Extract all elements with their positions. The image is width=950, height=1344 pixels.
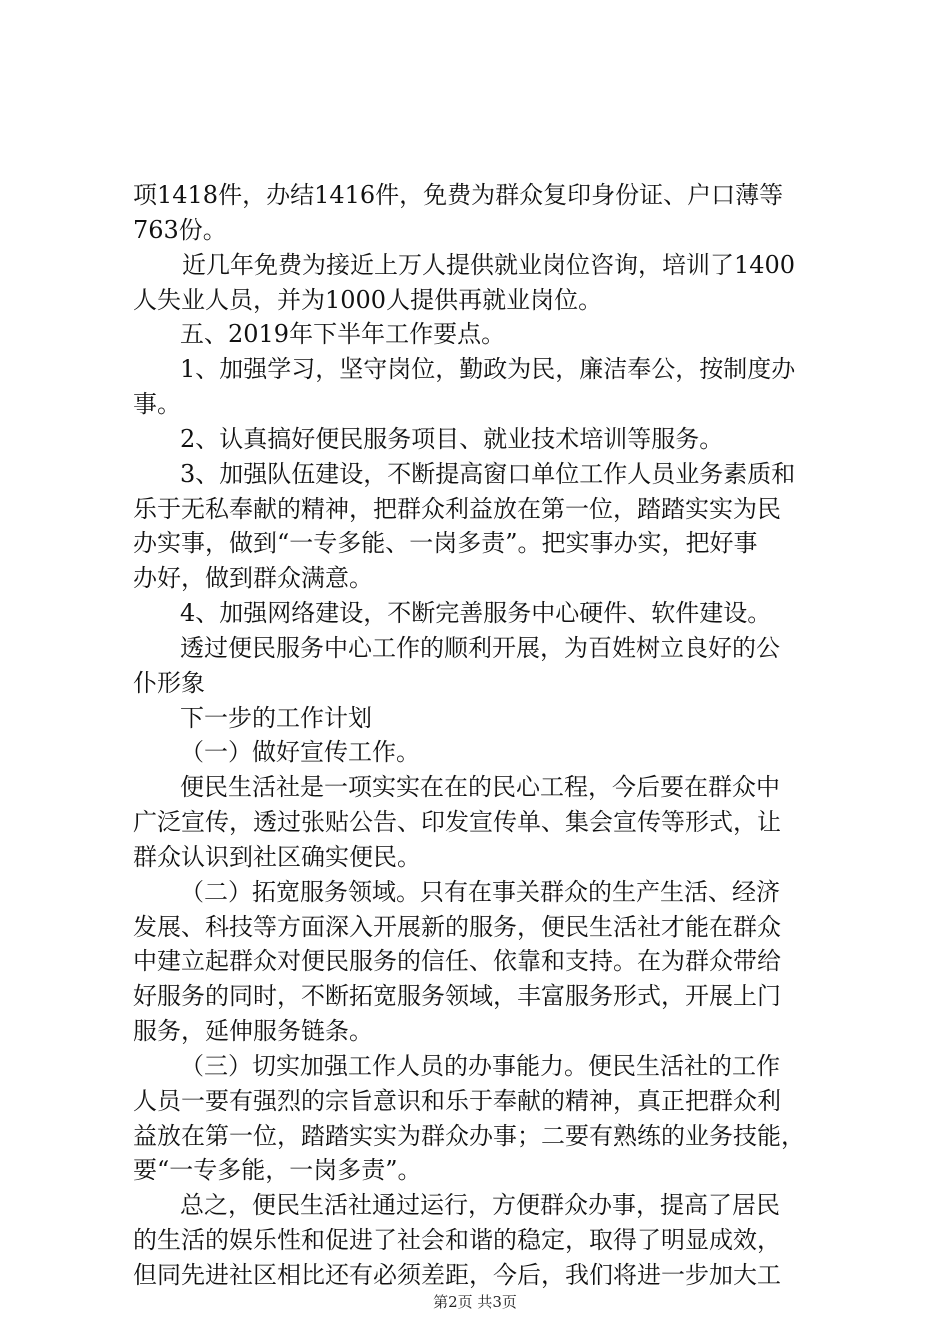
text-line: 办实事，做到“一专多能、一岗多责”。把实事办实，把好事: [133, 529, 758, 558]
text-line: 事。: [133, 390, 181, 419]
text-line: （二）拓宽服务领域。只有在事关群众的生产生活、经济: [180, 877, 780, 906]
text-line: 群众认识到社区确实便民。: [133, 842, 421, 871]
page-number-footer: 第2页 共3页: [433, 1293, 517, 1311]
text-line: 发展、科技等方面深入开展新的服务，便民生活社才能在群众: [133, 912, 781, 941]
text-line: 广泛宣传，透过张贴公告、印发宣传单、集会宣传等形式，让: [133, 808, 781, 837]
text-line: （三）切实加强工作人员的办事能力。便民生活社的工作: [180, 1051, 780, 1080]
text-line: 但同先进社区相比还有必须差距，今后，我们将进一步加大工: [133, 1261, 781, 1289]
text-line: （一）做好宣传工作。: [180, 738, 420, 767]
text-line: 五、2019年下半年工作要点。: [180, 320, 506, 349]
text-line: 仆形象: [133, 668, 205, 697]
text-line: 乐于无私奉献的精神，把群众利益放在第一位，踏踏实实为民: [133, 494, 781, 523]
text-line: 便民生活社是一项实实在在的民心工程，今后要在群众中: [180, 773, 780, 802]
text-line: 2、认真搞好便民服务项目、就业技术培训等服务。: [180, 424, 724, 453]
text-line: 4、加强网络建设，不断完善服务中心硬件、软件建设。: [180, 599, 772, 628]
text-line: 办好，做到群众满意。: [133, 564, 373, 593]
text-line: 人失业人员，并为1000人提供再就业岗位。: [133, 285, 603, 314]
text-line: 中建立起群众对便民服务的信任、依靠和支持。在为群众带给: [133, 947, 781, 976]
text-line: 下一步的工作计划: [180, 703, 372, 732]
text-line: 人员一要有强烈的宗旨意识和乐于奉献的精神，真正把群众利: [133, 1086, 781, 1115]
text-line: 项1418件，办结1416件，免费为群众复印身份证、户口薄等: [133, 181, 784, 209]
text-line: 763份。: [133, 215, 227, 244]
text-line: 好服务的同时，不断拓宽服务领域，丰富服务形式，开展上门: [133, 982, 781, 1011]
text-line: 的生活的娱乐性和促进了社会和谐的稳定，取得了明显成效，: [133, 1226, 781, 1255]
text-line: 益放在第一位，踏踏实实为群众办事；二要有熟练的业务技能，: [133, 1121, 805, 1150]
text-line: 要“一专多能，一岗多责”。: [133, 1156, 422, 1185]
text-line: 1、加强学习，坚守岗位，勤政为民，廉洁奉公，按制度办: [180, 355, 796, 384]
text-line: 3、加强队伍建设，不断提高窗口单位工作人员业务素质和: [180, 459, 796, 488]
text-line: 总之，便民生活社通过运行，方便群众办事，提高了居民: [180, 1191, 780, 1220]
text-line: 服务，延伸服务链条。: [133, 1017, 373, 1046]
text-line: 透过便民服务中心工作的顺利开展，为百姓树立良好的公: [180, 633, 780, 662]
text-line: 近几年免费为接近上万人提供就业岗位咨询，培训了1400: [182, 250, 796, 279]
